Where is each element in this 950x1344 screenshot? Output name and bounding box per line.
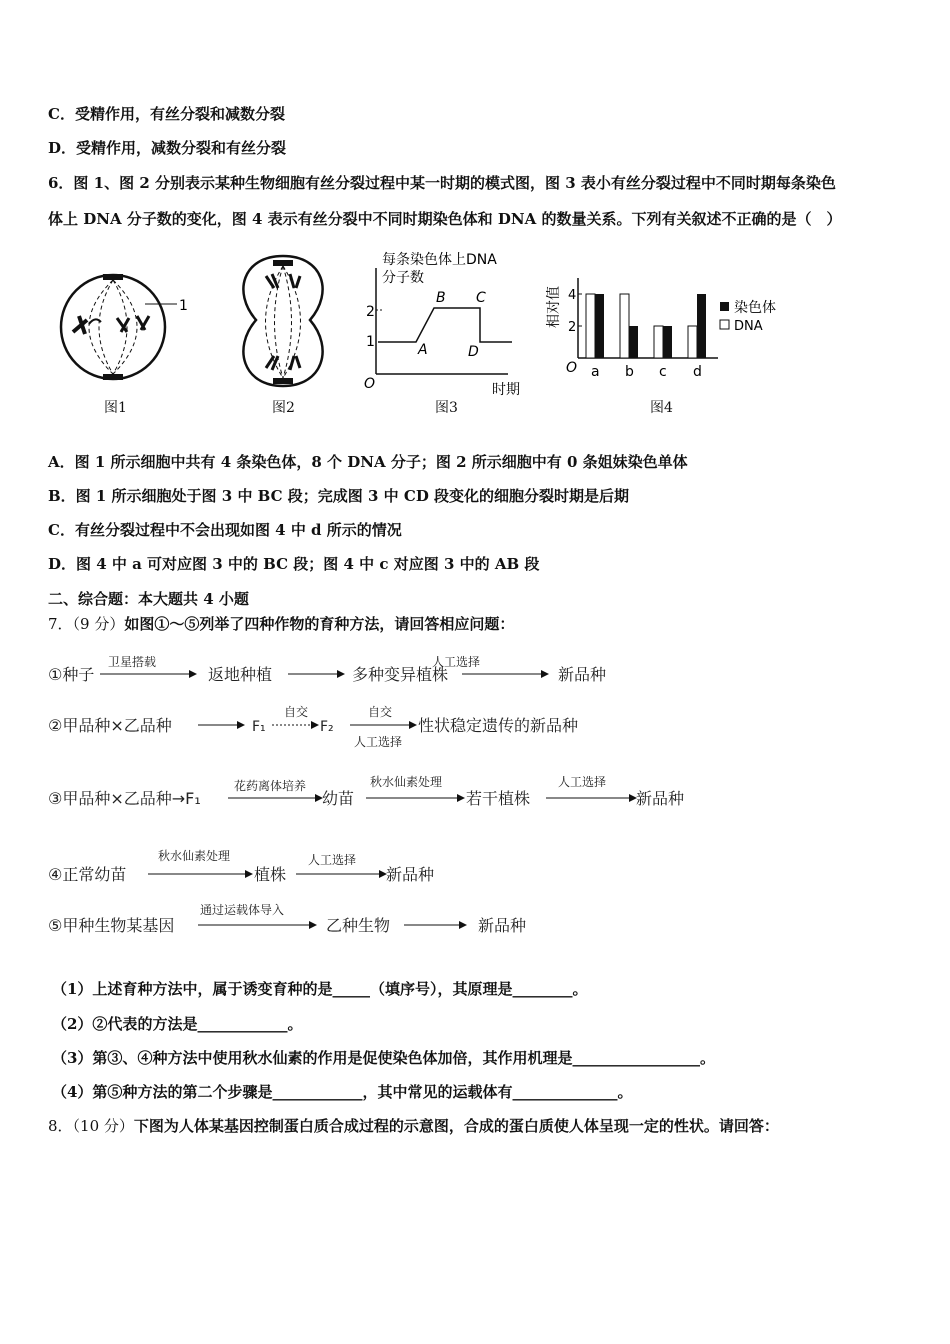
row4-mid: 植株 bbox=[254, 865, 287, 884]
q6-stem-line2: 体上 DNA 分子数的变化，图 4 表示有丝分裂中不同时期染色体和 DNA 的数量关系。下列有关叙述不正确的是（ ） bbox=[48, 210, 842, 228]
figure-4-bar-chart bbox=[540, 262, 800, 392]
fig3-xlabel: 时期 bbox=[492, 382, 520, 398]
q8-stem bbox=[48, 1115, 779, 1136]
row1-mid: 返地种植 bbox=[208, 665, 273, 684]
fig4-xtick-b: b bbox=[625, 364, 634, 380]
row5-start: ⑤甲种生物某基因 bbox=[48, 916, 175, 935]
row3-start: ③甲品种×乙品种→F₁ bbox=[48, 789, 201, 808]
row2-f1: F₁ bbox=[252, 719, 266, 735]
row3-end: 新品种 bbox=[636, 789, 685, 808]
row1-end: 新品种 bbox=[558, 665, 607, 684]
q6-option-a: A．图 1 所示细胞中共有 4 条染色体，8 个 DNA 分子；图 2 所示细胞中有 0 条姐妹染色单体 bbox=[48, 453, 688, 471]
q7-stem bbox=[48, 613, 514, 634]
q6-option-c: C．有丝分裂过程中不会出现如图 4 中 d 所示的情况 bbox=[48, 521, 402, 539]
q7-breeding-diagram bbox=[48, 648, 748, 948]
row4-start: ④正常幼苗 bbox=[48, 865, 127, 884]
fig3-ylabel-1: 每条染色体上DNA bbox=[382, 252, 497, 268]
legend-swatch-chromosome bbox=[720, 302, 729, 311]
figure-4-caption: 图4 bbox=[650, 400, 673, 416]
q6-option-b: B．图 1 所示细胞处于图 3 中 BC 段；完成图 3 中 CD 段变化的细胞分裂时期是后期 bbox=[48, 487, 630, 505]
fig3-tick-1: 1 bbox=[366, 334, 375, 350]
legend-dna: DNA bbox=[734, 319, 763, 334]
fig3-origin: O bbox=[364, 376, 376, 392]
q7-sub3: （3）第③、④种方法中使用秋水仙素的作用是促使染色体加倍，其作用机理是_________________。 bbox=[52, 1049, 715, 1067]
q7-sub4: （4）第⑤种方法的第二个步骤是____________，其中常见的运载体有______________。 bbox=[52, 1083, 633, 1101]
row1-arrow3-label: 人工选择 bbox=[432, 655, 481, 669]
row5-arrow1-label: 通过运载体导入 bbox=[200, 903, 285, 917]
figure-2-cell bbox=[228, 252, 338, 392]
q7-text: 如图①～⑤列举了四种作物的育种方法，请回答相应问题： bbox=[124, 615, 515, 633]
fig4-ylabel: 相对值 bbox=[546, 286, 562, 328]
row3-arrow3-label: 人工选择 bbox=[558, 775, 607, 789]
fig4-xtick-a: a bbox=[591, 364, 600, 380]
option-d-top: D．受精作用，减数分裂和有丝分裂 bbox=[48, 139, 287, 157]
row3-arrow1-label: 花药离体培养 bbox=[234, 779, 307, 793]
row4-arrow1-label: 秋水仙素处理 bbox=[158, 849, 231, 863]
figure-1-caption: 图1 bbox=[104, 400, 127, 416]
fig4-ytick-4: 4 bbox=[568, 288, 577, 303]
fig4-xtick-d: d bbox=[693, 364, 702, 380]
row1-start: ①种子 bbox=[48, 665, 95, 684]
fig4-bar-dna-a bbox=[586, 294, 595, 358]
fig4-bar-dna-d bbox=[688, 326, 697, 358]
chromosome-left bbox=[73, 316, 87, 334]
figure-1-cell bbox=[55, 272, 195, 382]
legend-swatch-dna bbox=[720, 320, 729, 329]
fig1-label-1: 1 bbox=[179, 298, 188, 314]
q6-option-d: D．图 4 中 a 可对应图 3 中的 BC 段；图 4 中 c 对应图 3 中的 AB 段 bbox=[48, 555, 540, 573]
row5-mid: 乙种生物 bbox=[326, 916, 391, 935]
fig4-bar-dna-b bbox=[620, 294, 629, 358]
row2-end: 性状稳定遗传的新品种 bbox=[418, 716, 579, 735]
row4-arrow2-label: 人工选择 bbox=[308, 853, 357, 867]
chromosomes-lower bbox=[266, 356, 300, 370]
option-c-top: C．受精作用，有丝分裂和减数分裂 bbox=[48, 105, 285, 123]
row4-end: 新品种 bbox=[386, 865, 435, 884]
fig3-tick-2: 2 bbox=[366, 304, 375, 320]
row3-arrow2-label: 秋水仙素处理 bbox=[370, 775, 443, 789]
q7-number: 7．（9 分） bbox=[48, 615, 125, 633]
fig3-point-d: D bbox=[468, 344, 479, 360]
row2-arrow-bottom2: 人工选择 bbox=[354, 735, 403, 749]
fig4-bar-chromosome-a bbox=[595, 294, 604, 358]
fig4-origin: O bbox=[566, 360, 578, 376]
row2-start: ②甲品种×乙品种 bbox=[48, 716, 172, 735]
chromosomes-upper bbox=[266, 274, 300, 288]
fig4-bar-dna-c bbox=[654, 326, 663, 358]
row2-f2: F₂ bbox=[320, 719, 334, 735]
figure-3-graph bbox=[358, 248, 538, 398]
figure-2-caption: 图2 bbox=[272, 400, 295, 416]
q7-sub2: （2）②代表的方法是____________。 bbox=[52, 1015, 303, 1033]
row2-arrow-top: 自交 bbox=[284, 705, 309, 719]
section-2-title: 二、综合题：本大题共 4 小题 bbox=[48, 590, 249, 608]
row5-end: 新品种 bbox=[478, 916, 527, 935]
fig4-bar-chromosome-d bbox=[697, 294, 706, 358]
legend-chromosome: 染色体 bbox=[734, 300, 776, 316]
fig3-ylabel-2: 分子数 bbox=[382, 270, 424, 286]
q6-stem-line1: 6．图 1、图 2 分别表示某种生物细胞有丝分裂过程中某一时期的模式图，图 3 表小有丝分裂过程中不同时期每条染色 bbox=[48, 174, 836, 192]
q7-sub1: （1）上述育种方法中，属于诱变育种的是_____（填序号），其原理是________。 bbox=[52, 980, 588, 998]
figure-3-caption: 图3 bbox=[435, 400, 458, 416]
row3-mid2: 若干植株 bbox=[466, 789, 531, 808]
row1-arrow1-label: 卫星搭载 bbox=[108, 655, 157, 669]
fig3-point-a: A bbox=[418, 342, 428, 358]
fig3-point-b: B bbox=[436, 290, 446, 306]
fig4-xtick-c: c bbox=[659, 364, 667, 380]
fig4-bar-chromosome-b bbox=[629, 326, 638, 358]
fig3-point-c: C bbox=[476, 290, 486, 306]
q8-number: 8．（10 分） bbox=[48, 1117, 134, 1135]
row2-arrow-top2: 自交 bbox=[368, 705, 393, 719]
fig4-bar-chromosome-c bbox=[663, 326, 672, 358]
row3-mid: 幼苗 bbox=[322, 789, 355, 808]
row1-mid2: 多种变异植株 bbox=[352, 665, 449, 684]
q8-text: 下图为人体某基因控制蛋白质合成过程的示意图，合成的蛋白质使人体呈现一定的性状。请回答： bbox=[133, 1117, 779, 1135]
fig4-ytick-2: 2 bbox=[568, 320, 577, 335]
